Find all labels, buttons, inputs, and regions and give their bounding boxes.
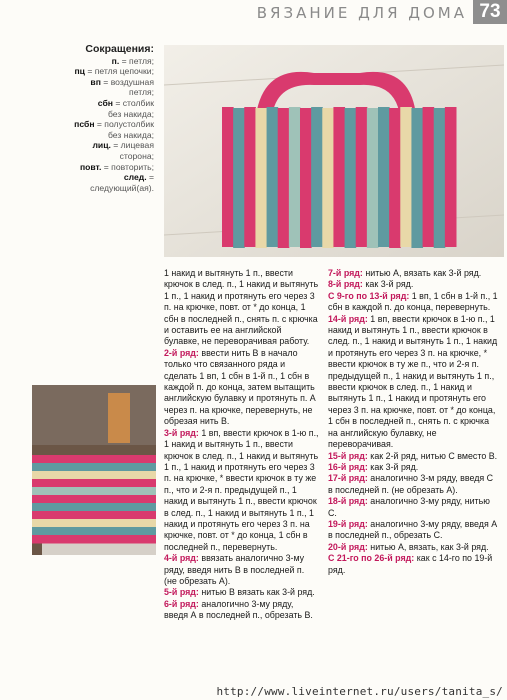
instructions-column-2 [328, 268, 500, 576]
abbreviations-list [64, 56, 154, 194]
row-label: С 21-го по 26-й ряд: [328, 553, 415, 564]
row-text: ввязать аналогично 3-му ряду, введя нить В в последней п. (не обрезать А). [164, 553, 305, 586]
row-text: 1 вп, 1 сбн в 1-й п., 1 сбн в каждой п. до конца, перевернуть. [328, 290, 498, 313]
row-text: как с 14-го по 19-й ряд. [328, 553, 493, 575]
instruction-paragraph [328, 451, 500, 462]
row-label: 3-й ряд: [164, 427, 199, 438]
abbreviation-definition: без накида; [107, 108, 154, 119]
abbreviation-definition: = полустолбик [94, 119, 154, 130]
abbreviation-item [64, 140, 154, 161]
abbreviation-item [64, 130, 154, 141]
instruction-paragraph [164, 599, 319, 622]
instruction-paragraph [164, 268, 319, 348]
abbreviation-definition: = повторить; [101, 161, 154, 172]
instruction-paragraph [328, 519, 500, 542]
abbreviation-definition: = воздушная петля; [100, 76, 154, 98]
row-text: аналогично 3-му ряду, введя А в последней п., обрезать С. [328, 518, 498, 541]
instruction-paragraph [164, 553, 319, 587]
instruction-paragraph [328, 553, 500, 576]
row-text: 1 вп, ввести крючок в 1-ю п., 1 накид и вытянуть 1 п., ввести крючок в след. п., 1 накид и вытянуть 1 п., 1 накид и протянуть его через 3 п. на крючке, * ввести крючок в ту же п., что и 2-я п. предыдущей п., 1 накид и вытянуть 1 п., ввести крючок в след. п., 1 накид и вытянуть 1 п., 1 накид и протянуть его через 3 п. на крючке, повт. от * до конца, 1 сбн в последней п., перевернуть. [164, 427, 319, 552]
row-label: 20-й ряд: [328, 541, 368, 552]
instruction-paragraph [328, 314, 500, 451]
abbreviations-title: Сокращения: [85, 43, 154, 55]
row-label: 8-й ряд: [328, 279, 363, 290]
source-url: http://www.liveinternet.ru/users/tanita_s/ [216, 685, 503, 698]
row-text: как 2-й ряд, нитью С вместо В. [367, 450, 498, 461]
abbreviation-item [64, 77, 154, 98]
abbreviation-term: псбн [74, 119, 95, 130]
abbreviation-term: п. [111, 55, 120, 66]
instruction-paragraph [164, 428, 319, 553]
abbreviation-item [64, 119, 154, 130]
row-text: аналогично 3-м ряду, введя С в последней п. (не обрезать А). [328, 473, 494, 495]
row-text: нитью А, вязать как 3-й ряд. [362, 268, 482, 278]
abbreviation-item [64, 162, 154, 173]
abbreviation-term: вп [90, 76, 101, 87]
page-number: 73 [473, 0, 507, 24]
abbreviation-definition: = петля цепочки; [84, 66, 154, 77]
row-text: ввести нить В в начало только что связанного ряда и сделать 1 вп, 1 сбн в 1-й п., 1 сбн в каждой п. до конца, затем вытащить английскую булавку и протянуть п. А через п. на крючке, перевернуть, не обрезая нить В. [164, 347, 316, 427]
row-text: нитью В вязать как 3-й ряд. [198, 587, 315, 598]
abbreviation-definition: = следующий(ая). [90, 172, 154, 193]
row-label: 5-й ряд: [164, 587, 199, 598]
abbreviation-item [64, 172, 154, 193]
row-label: 7-й ряд: [328, 268, 363, 278]
folded-bag-photo [32, 385, 156, 555]
row-text: 1 вп, ввести крючок в 1-ю п., 1 накид и вытянуть 1 п., ввести крючок в след. п., 1 накид и вытянуть 1 п., 1 накид и протянуть его через 3 п. на крючке, * ввести крючок в ту же п., что и 2-я п. предыдущей п., 1 накид и вытянуть 1 п., ввести крючок в след. п., 1 накид и вытянуть 1 п., 1 накид и протянуть его через 3 п. на крючке, повт. от * до конца, 1 сбн в последней п., снять п. с крючка на английскую булавку, не переворачивая. [328, 313, 498, 450]
row-text: аналогично 3-му ряду, нитью С. [328, 496, 490, 518]
abbreviation-definition: без накида; [107, 129, 154, 140]
row-label: 17-й ряд: [328, 473, 368, 484]
instruction-paragraph [328, 473, 500, 496]
instruction-paragraph [164, 587, 319, 598]
instruction-paragraph [328, 268, 500, 279]
abbreviation-term: след. [123, 172, 147, 183]
abbreviation-item [64, 109, 154, 120]
row-label: С 9-го по 13-й ряд: [328, 290, 410, 301]
abbreviation-term: повт. [79, 161, 102, 172]
row-label: 18-й ряд: [328, 496, 368, 507]
row-text: нитью А, вязать, как 3-й ряд. [367, 541, 489, 552]
crochet-bag-image [164, 45, 504, 257]
row-label: 15-й ряд: [328, 450, 368, 461]
instruction-paragraph [328, 462, 500, 473]
abbreviation-item [64, 66, 154, 77]
instruction-paragraph [328, 279, 500, 290]
abbreviation-definition: = петля; [119, 55, 154, 66]
row-label: 14-й ряд: [328, 313, 368, 324]
instruction-paragraph [328, 496, 500, 519]
row-text: аналогично 3-му ряду, введя А в последней п., обрезать В. [164, 598, 313, 621]
abbreviation-definition: = столбик [112, 97, 154, 108]
page-header [0, 0, 507, 26]
section-title: ВЯЗАНИЕ ДЛЯ ДОМА [256, 4, 467, 22]
abbreviation-term: сбн [97, 97, 113, 108]
abbreviations-box [64, 44, 154, 193]
row-label: 19-й ряд: [328, 518, 368, 529]
row-label: 6-й ряд: [164, 598, 199, 609]
instruction-paragraph [328, 291, 500, 314]
row-label: 16-й ряд: [328, 461, 368, 472]
instruction-paragraph [164, 348, 319, 428]
abbreviation-term: пц [74, 66, 85, 77]
abbreviation-definition: = лицевая сторона; [110, 140, 154, 161]
instruction-paragraph [328, 542, 500, 553]
row-label: 2-й ряд: [164, 347, 199, 358]
row-label: 4-й ряд: [164, 553, 199, 564]
abbreviation-item [64, 56, 154, 67]
abbreviation-item [64, 98, 154, 109]
bag-photo [164, 45, 504, 257]
row-text: как 3-й ряд. [367, 461, 419, 472]
abbreviation-term: лиц. [92, 140, 111, 151]
instructions-column-1 [164, 268, 319, 622]
row-text: 1 накид и вытянуть 1 п., ввести крючок в след. п., 1 накид и вытянуть 1 п., 1 накид и протянуть его через 3 п. на крючке, повт. от * до конца, 1 сбн в последней п., снять п. с крючка и оставить ее на английской булавке, не переворачивая работу. [164, 268, 319, 347]
folded-bag-image [32, 385, 156, 555]
row-text: как 3-й ряд. [362, 279, 414, 290]
